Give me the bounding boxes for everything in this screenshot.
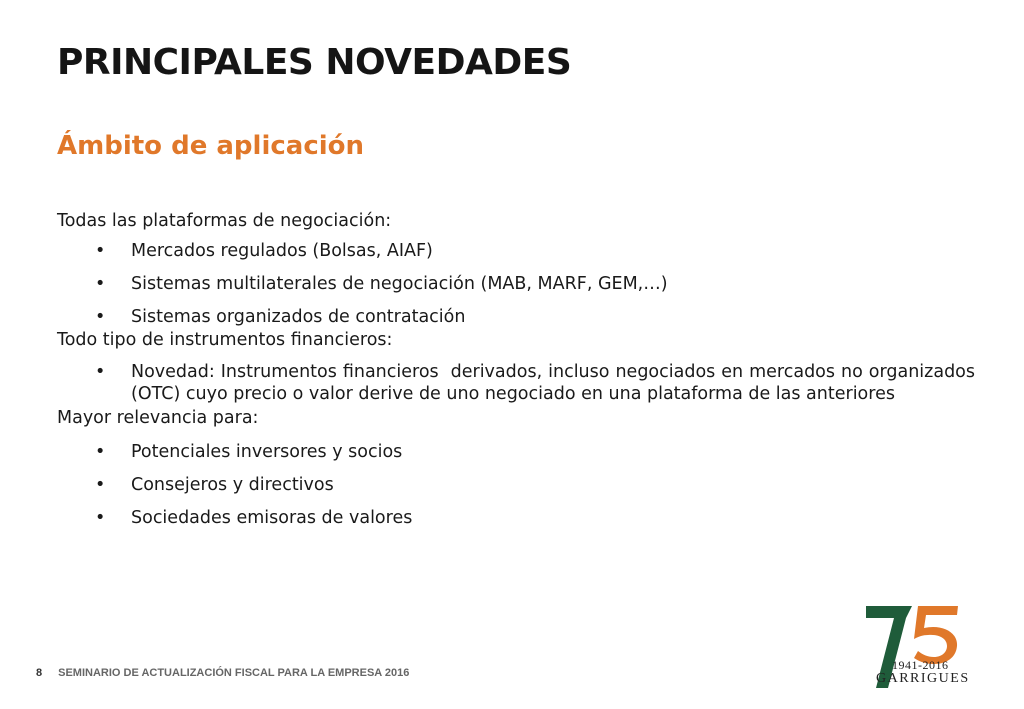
list-item-text: Sociedades emisoras de valores — [131, 508, 413, 528]
bullet-list — [57, 441, 975, 529]
logo-years: 1941-2016 — [892, 658, 949, 672]
list-item-text: Sistemas organizados de contratación — [131, 307, 466, 327]
content-body — [57, 210, 981, 529]
section-lead: Todas las plataformas de negociación: — [57, 211, 392, 231]
bullet-list — [57, 240, 975, 328]
bullet-icon: • — [95, 274, 106, 294]
section-lead: Mayor relevancia para: — [57, 408, 259, 428]
section-instruments — [57, 329, 981, 405]
footer-text: SEMINARIO DE ACTUALIZACIÓN FISCAL PARA LA EMPRESA 2016 — [58, 667, 410, 679]
bullet-icon: • — [95, 241, 106, 261]
list-item-text: Consejeros y directivos — [131, 475, 334, 495]
bullet-list — [57, 361, 981, 405]
bullet-icon: • — [95, 362, 106, 382]
bullet-icon: • — [95, 508, 106, 528]
section-platforms — [57, 210, 975, 328]
list-item — [57, 240, 975, 262]
list-item-text: Potenciales inversores y socios — [131, 442, 403, 462]
bullet-icon: • — [95, 442, 106, 462]
section-relevance — [57, 407, 975, 529]
list-item — [57, 441, 975, 463]
logo-brand: GARRIGUES — [876, 671, 970, 686]
bullet-icon: • — [95, 475, 106, 495]
section-lead: Todo tipo de instrumentos financieros: — [57, 330, 393, 350]
bullet-icon: • — [95, 307, 106, 327]
list-item-text: Mercados regulados (Bolsas, AIAF) — [131, 241, 433, 261]
page-number: 8 — [36, 667, 43, 679]
page-title: PRINCIPALES NOVEDADES — [57, 42, 572, 83]
list-item — [57, 306, 975, 328]
section-subtitle: Ámbito de aplicación — [57, 131, 365, 161]
list-item — [57, 273, 975, 295]
list-item — [57, 474, 975, 496]
list-item — [57, 361, 981, 405]
list-item-text: Novedad: Instrumentos financieros derivados, incluso negociados en mercados no organizados (OTC) cuyo precio o valor derive de uno negociado en una plataforma de las anteriores — [131, 362, 981, 404]
list-item — [57, 507, 975, 529]
footer — [36, 667, 409, 679]
list-item-text: Sistemas multilaterales de negociación (MAB, MARF, GEM,…) — [131, 274, 668, 294]
garrigues-75-logo — [862, 600, 992, 690]
